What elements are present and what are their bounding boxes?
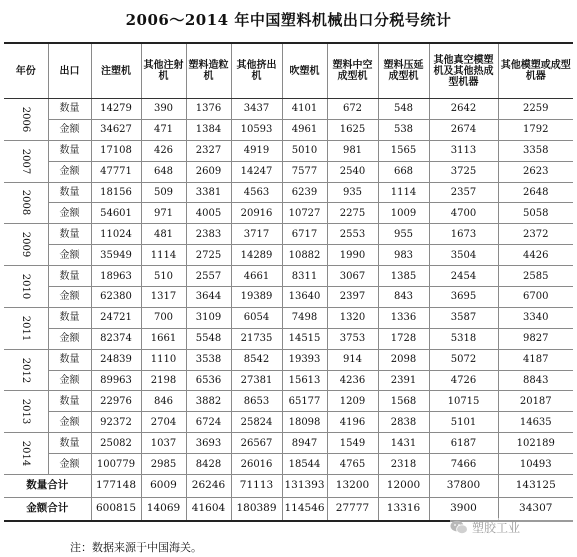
value-cell: 1320 (327, 307, 378, 328)
total-value-cell: 13200 (327, 475, 378, 498)
total-value-cell: 6009 (141, 475, 186, 498)
value-cell: 846 (141, 391, 186, 412)
value-cell: 11024 (91, 224, 141, 245)
value-cell: 2642 (429, 99, 498, 120)
value-cell: 6700 (498, 287, 573, 308)
value-cell: 3644 (186, 287, 231, 308)
value-cell: 2648 (498, 182, 573, 203)
value-cell: 3695 (429, 287, 498, 308)
table-row (4, 119, 573, 140)
total-value-cell: 131393 (282, 475, 327, 498)
watermark-text: 塑胶工业 (472, 520, 521, 535)
value-cell: 6239 (282, 182, 327, 203)
value-cell: 13640 (282, 287, 327, 308)
metric-label: 数量 (48, 99, 91, 120)
value-cell: 3067 (327, 266, 378, 287)
total-value-cell: 180389 (231, 498, 282, 522)
export-statistics-table (4, 42, 573, 522)
value-cell: 8947 (282, 433, 327, 454)
value-cell: 8843 (498, 370, 573, 391)
value-cell: 700 (141, 307, 186, 328)
value-cell: 1114 (141, 245, 186, 266)
value-cell: 3358 (498, 140, 573, 161)
value-cell: 19393 (282, 349, 327, 370)
value-cell: 10715 (429, 391, 498, 412)
value-cell: 983 (378, 245, 429, 266)
year-label: 2007 (20, 148, 32, 174)
value-cell: 2585 (498, 266, 573, 287)
value-cell: 102189 (498, 433, 573, 454)
total-value-cell: 34307 (498, 498, 573, 522)
total-value-cell: 114546 (282, 498, 327, 522)
value-cell: 6187 (429, 433, 498, 454)
value-cell: 1792 (498, 119, 573, 140)
total-value-cell: 600815 (91, 498, 141, 522)
value-cell: 4563 (231, 182, 282, 203)
value-cell: 82374 (91, 328, 141, 349)
value-cell: 20916 (231, 203, 282, 224)
value-cell: 2383 (186, 224, 231, 245)
metric-label: 金额 (48, 287, 91, 308)
value-cell: 10882 (282, 245, 327, 266)
table-row (4, 391, 573, 412)
value-cell: 2838 (378, 412, 429, 433)
value-cell: 100779 (91, 454, 141, 475)
value-cell: 390 (141, 99, 186, 120)
year-cell (4, 182, 48, 224)
metric-label: 金额 (48, 203, 91, 224)
value-cell: 2391 (378, 370, 429, 391)
year-cell (4, 433, 48, 475)
value-cell: 3717 (231, 224, 282, 245)
value-cell: 8542 (231, 349, 282, 370)
total-value-cell: 3900 (429, 498, 498, 522)
value-cell: 35949 (91, 245, 141, 266)
value-cell: 2198 (141, 370, 186, 391)
value-cell: 510 (141, 266, 186, 287)
value-cell: 538 (378, 119, 429, 140)
metric-label: 金额 (48, 328, 91, 349)
value-cell: 92372 (91, 412, 141, 433)
value-cell: 1990 (327, 245, 378, 266)
value-cell: 648 (141, 161, 186, 182)
value-cell: 1728 (378, 328, 429, 349)
value-cell: 6536 (186, 370, 231, 391)
value-cell: 1431 (378, 433, 429, 454)
value-cell: 4101 (282, 99, 327, 120)
table-row (4, 349, 573, 370)
value-cell: 2985 (141, 454, 186, 475)
value-cell: 1565 (378, 140, 429, 161)
value-cell: 47771 (91, 161, 141, 182)
year-label: 2010 (20, 273, 32, 300)
value-cell: 4726 (429, 370, 498, 391)
value-cell: 843 (378, 287, 429, 308)
column-header: 注塑机 (91, 43, 141, 99)
value-cell: 26016 (231, 454, 282, 475)
value-cell: 4426 (498, 245, 573, 266)
value-cell: 5010 (282, 140, 327, 161)
value-cell: 1110 (141, 349, 186, 370)
value-cell: 89963 (91, 370, 141, 391)
table-row (4, 203, 573, 224)
value-cell: 1114 (378, 182, 429, 203)
value-cell: 4187 (498, 349, 573, 370)
value-cell: 19389 (231, 287, 282, 308)
year-cell (4, 349, 48, 391)
value-cell: 18544 (282, 454, 327, 475)
value-cell: 14635 (498, 412, 573, 433)
value-cell: 548 (378, 99, 429, 120)
total-value-cell: 13316 (378, 498, 429, 522)
column-header: 年份 (4, 43, 48, 99)
metric-label: 数量 (48, 391, 91, 412)
value-cell: 8311 (282, 266, 327, 287)
table-row (4, 287, 573, 308)
value-cell: 3753 (327, 328, 378, 349)
value-cell: 471 (141, 119, 186, 140)
table-title: 2006～2014 年中国塑料机械出口分税号统计 (125, 11, 452, 29)
value-cell: 65177 (282, 391, 327, 412)
value-cell: 5548 (186, 328, 231, 349)
metric-label: 数量 (48, 433, 91, 454)
value-cell: 4005 (186, 203, 231, 224)
year-label: 2011 (20, 315, 32, 342)
value-cell: 20187 (498, 391, 573, 412)
value-cell: 24839 (91, 349, 141, 370)
value-cell: 18098 (282, 412, 327, 433)
value-cell: 2259 (498, 99, 573, 120)
value-cell: 14515 (282, 328, 327, 349)
column-header: 出口 (48, 43, 91, 99)
table-row (4, 182, 573, 203)
value-cell: 2275 (327, 203, 378, 224)
value-cell: 2327 (186, 140, 231, 161)
value-cell: 18156 (91, 182, 141, 203)
column-header: 其他模塑或成型机器 (498, 43, 573, 99)
metric-label: 数量 (48, 266, 91, 287)
value-cell: 5318 (429, 328, 498, 349)
value-cell: 17108 (91, 140, 141, 161)
value-cell: 1209 (327, 391, 378, 412)
value-cell: 6054 (231, 307, 282, 328)
column-header: 其他挤出机 (231, 43, 282, 99)
year-label: 2012 (20, 357, 32, 383)
year-label: 2006 (20, 106, 32, 133)
table-row (4, 224, 573, 245)
value-cell: 34627 (91, 119, 141, 140)
value-cell: 18963 (91, 266, 141, 287)
value-cell: 3340 (498, 307, 573, 328)
value-cell: 25082 (91, 433, 141, 454)
value-cell: 3882 (186, 391, 231, 412)
table-row (4, 412, 573, 433)
year-cell (4, 391, 48, 433)
total-value-cell: 37800 (429, 475, 498, 498)
value-cell: 7466 (429, 454, 498, 475)
value-cell: 10593 (231, 119, 282, 140)
value-cell: 3504 (429, 245, 498, 266)
value-cell: 25824 (231, 412, 282, 433)
value-cell: 2704 (141, 412, 186, 433)
value-cell: 10727 (282, 203, 327, 224)
watermark (450, 518, 575, 536)
value-cell: 4765 (327, 454, 378, 475)
wechat-logo-icon (450, 520, 468, 535)
header-row (4, 43, 573, 99)
table-row (4, 433, 573, 454)
value-cell: 3381 (186, 182, 231, 203)
total-value-cell: 12000 (378, 475, 429, 498)
value-cell: 1037 (141, 433, 186, 454)
total-row (4, 475, 573, 498)
year-cell (4, 266, 48, 308)
total-value-cell: 26246 (186, 475, 231, 498)
value-cell: 4919 (231, 140, 282, 161)
value-cell: 15613 (282, 370, 327, 391)
value-cell: 6724 (186, 412, 231, 433)
metric-label: 金额 (48, 370, 91, 391)
value-cell: 1009 (378, 203, 429, 224)
value-cell: 971 (141, 203, 186, 224)
value-cell: 2674 (429, 119, 498, 140)
metric-label: 金额 (48, 161, 91, 182)
table-row (4, 370, 573, 391)
metric-label: 数量 (48, 182, 91, 203)
table-row (4, 245, 573, 266)
value-cell: 1336 (378, 307, 429, 328)
value-cell: 24721 (91, 307, 141, 328)
value-cell: 668 (378, 161, 429, 182)
value-cell: 2372 (498, 224, 573, 245)
table-body (4, 99, 573, 522)
table-row (4, 454, 573, 475)
value-cell: 955 (378, 224, 429, 245)
metric-label: 金额 (48, 454, 91, 475)
column-header: 塑料造粒机 (186, 43, 231, 99)
table-row (4, 307, 573, 328)
table-row (4, 266, 573, 287)
total-value-cell: 41604 (186, 498, 231, 522)
column-header: 塑料中空成型机 (327, 43, 378, 99)
value-cell: 2540 (327, 161, 378, 182)
year-cell (4, 224, 48, 266)
source-note: 注：数据来源于中国海关。 (70, 541, 202, 554)
value-cell: 27381 (231, 370, 282, 391)
metric-label: 数量 (48, 224, 91, 245)
table-row (4, 161, 573, 182)
value-cell: 481 (141, 224, 186, 245)
value-cell: 5072 (429, 349, 498, 370)
metric-label: 金额 (48, 245, 91, 266)
table-row (4, 140, 573, 161)
value-cell: 54601 (91, 203, 141, 224)
value-cell: 2725 (186, 245, 231, 266)
total-value-cell: 143125 (498, 475, 573, 498)
value-cell: 1625 (327, 119, 378, 140)
column-header: 其他真空模塑机及其他热成型机器 (429, 43, 498, 99)
value-cell: 1549 (327, 433, 378, 454)
value-cell: 2609 (186, 161, 231, 182)
value-cell: 14247 (231, 161, 282, 182)
total-value-cell: 177148 (91, 475, 141, 498)
value-cell: 5101 (429, 412, 498, 433)
year-cell (4, 307, 48, 349)
year-label: 2014 (20, 440, 32, 467)
value-cell: 6717 (282, 224, 327, 245)
value-cell: 2623 (498, 161, 573, 182)
value-cell: 21735 (231, 328, 282, 349)
value-cell: 10493 (498, 454, 573, 475)
total-value-cell: 27777 (327, 498, 378, 522)
year-cell (4, 140, 48, 182)
metric-label: 金额 (48, 412, 91, 433)
value-cell: 3725 (429, 161, 498, 182)
metric-label: 数量 (48, 140, 91, 161)
value-cell: 935 (327, 182, 378, 203)
value-cell: 672 (327, 99, 378, 120)
value-cell: 14279 (91, 99, 141, 120)
value-cell: 2553 (327, 224, 378, 245)
column-header: 其他注射机 (141, 43, 186, 99)
value-cell: 8428 (186, 454, 231, 475)
value-cell: 981 (327, 140, 378, 161)
year-label: 2013 (20, 399, 32, 425)
value-cell: 26567 (231, 433, 282, 454)
value-cell: 3109 (186, 307, 231, 328)
table-row (4, 99, 573, 120)
value-cell: 1673 (429, 224, 498, 245)
value-cell: 9827 (498, 328, 573, 349)
value-cell: 3538 (186, 349, 231, 370)
value-cell: 1385 (378, 266, 429, 287)
value-cell: 2397 (327, 287, 378, 308)
value-cell: 3693 (186, 433, 231, 454)
value-cell: 3113 (429, 140, 498, 161)
value-cell: 14289 (231, 245, 282, 266)
value-cell: 2557 (186, 266, 231, 287)
value-cell: 1568 (378, 391, 429, 412)
value-cell: 1376 (186, 99, 231, 120)
year-cell (4, 99, 48, 141)
value-cell: 4661 (231, 266, 282, 287)
value-cell: 509 (141, 182, 186, 203)
metric-label: 数量 (48, 349, 91, 370)
value-cell: 4961 (282, 119, 327, 140)
value-cell: 4700 (429, 203, 498, 224)
value-cell: 1384 (186, 119, 231, 140)
value-cell: 3437 (231, 99, 282, 120)
total-label: 数量合计 (4, 475, 91, 498)
value-cell: 7577 (282, 161, 327, 182)
value-cell: 2098 (378, 349, 429, 370)
value-cell: 426 (141, 140, 186, 161)
value-cell: 2454 (429, 266, 498, 287)
value-cell: 914 (327, 349, 378, 370)
column-header: 塑料压延成型机 (378, 43, 429, 99)
value-cell: 2318 (378, 454, 429, 475)
value-cell: 5058 (498, 203, 573, 224)
value-cell: 3587 (429, 307, 498, 328)
value-cell: 62380 (91, 287, 141, 308)
table-row (4, 328, 573, 349)
year-label: 2009 (20, 232, 32, 258)
metric-label: 数量 (48, 307, 91, 328)
value-cell: 2357 (429, 182, 498, 203)
total-value-cell: 14069 (141, 498, 186, 522)
value-cell: 1661 (141, 328, 186, 349)
value-cell: 8653 (231, 391, 282, 412)
value-cell: 4236 (327, 370, 378, 391)
total-value-cell: 71113 (231, 475, 282, 498)
value-cell: 4196 (327, 412, 378, 433)
metric-label: 金额 (48, 119, 91, 140)
value-cell: 7498 (282, 307, 327, 328)
year-label: 2008 (20, 190, 32, 216)
total-label: 金额合计 (4, 498, 91, 522)
column-header: 吹塑机 (282, 43, 327, 99)
value-cell: 1317 (141, 287, 186, 308)
value-cell: 22976 (91, 391, 141, 412)
